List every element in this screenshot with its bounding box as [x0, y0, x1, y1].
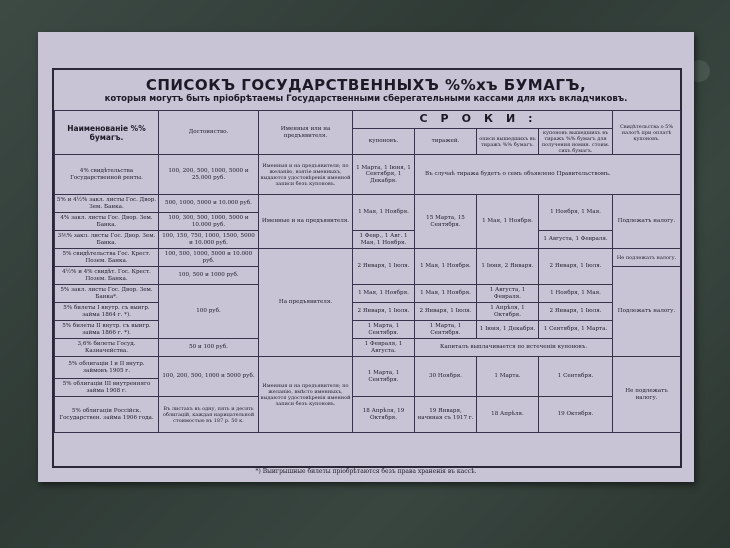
row-denomination: 50 и 100 руб.: [159, 339, 259, 357]
row-tax: Подлежатъ налогу.: [613, 195, 681, 249]
row-payout: 1 Ноября, 1 Мая.: [539, 195, 613, 231]
document-sheet: [38, 32, 694, 482]
row-form: На предъявителя.: [259, 249, 353, 357]
row-coupons: 1 Февраля, 1 Августа.: [353, 339, 415, 357]
row-lists: 1 Апрѣля, 1 Октября.: [477, 303, 539, 321]
row-lists: 1 Іюня, 1 Декабря.: [477, 321, 539, 339]
row-coupons: 2 Января, 1 Іюля.: [353, 249, 415, 285]
table-row: [55, 285, 681, 303]
row-name: 5% и 4½% закл. листы Гос. Двор. Зем. Банка.: [55, 195, 159, 213]
row-name: 3,6% билеты Госуд. Казначейства.: [55, 339, 159, 357]
header-sroki: СРОКИ:: [353, 111, 613, 129]
row-draws: 15 Марта, 15 Сентября.: [415, 195, 477, 249]
header-tax: Свидѣтельства о 5% налогѣ при оплатѣ купоновъ.: [613, 111, 681, 155]
row-name: 5% свидѣтельства Гос. Крест. Позем. Банка.: [55, 249, 159, 267]
row-form: Именныя и на предъявителя; по желанію, взятіе именныхъ, выдаются удостовѣренія именной записи безъ купоновъ.: [259, 155, 353, 195]
row-name: 5% закл. листы Гос. Двор. Зем. Банка*.: [55, 285, 159, 303]
document-subtitle: которыя могутъ быть пріобрѣтаемы Государственными сберегательными кассами для ихъ вкладчиковъ.: [104, 94, 628, 104]
row-denomination: 100, 150, 750, 1000, 1500, 5000 и 10.000 руб.: [159, 231, 259, 249]
row-coupons: 1 Мая, 1 Ноября.: [353, 195, 415, 231]
header-form: Именныя или на предъявителя.: [259, 111, 353, 155]
row-coupons: 1 Февр., 1 Авг. 1 Мая, 1 Ноября.: [353, 231, 415, 249]
row-draws: 1 Мая, 1 Ноября.: [415, 285, 477, 303]
row-payout: 1 Сентября.: [539, 357, 613, 397]
row-payout: 19 Октября.: [539, 397, 613, 433]
row-coupons: 1 Марта, 1 Іюня, 1 Сентября, 1 Декабря.: [353, 155, 415, 195]
row-denomination: 100, 500 и 1000 руб.: [159, 267, 259, 285]
row-payout: 1 Ноября, 1 Мая.: [539, 285, 613, 303]
row-denomination: 500, 1000, 5000 и 10.000 руб.: [159, 195, 259, 213]
row-tax: Не подлежатъ налогу.: [613, 249, 681, 267]
table-row: [55, 195, 681, 213]
row-coupons: 1 Марта, 1 Сентября.: [353, 357, 415, 397]
row-name: 4% закл. листы Гос. Двор. Зем. Банка.: [55, 213, 159, 231]
row-payout: 2 Января, 1 Іюля.: [539, 303, 613, 321]
row-name: 5% облигаціи III внутренняго займа 1908 г.: [55, 379, 159, 397]
table-row: [55, 155, 681, 195]
securities-table: [54, 110, 681, 433]
header-draws: тиражей.: [415, 129, 477, 155]
row-denomination: 100, 200, 500, 1000, 5000 и 25.000 руб.: [159, 155, 259, 195]
row-name: 3⅗% закл. листы Гос. Двор. Зем. Банка.: [55, 231, 159, 249]
footnote: *) Выигрышные билеты пріобрѣтаются безъ права храненія въ кассѣ.: [255, 468, 477, 475]
header-lists: описи вышедшихъ въ тиражъ %% бумагъ.: [477, 129, 539, 155]
row-denomination: 100, 300, 500, 1000, 5000 и 10.000 руб.: [159, 213, 259, 231]
row-name: 5% облигаціи Россійск. Государствен. займа 1906 года.: [55, 397, 159, 433]
row-lists: 18 Апрѣля.: [477, 397, 539, 433]
row-name: 5% билеты I внутр. съ выигр. займа 1864 г. *).: [55, 303, 159, 321]
table-row: [55, 303, 681, 321]
header-denomination: Достоинство.: [159, 111, 259, 155]
row-draws: 2 Января, 1 Іюля.: [415, 303, 477, 321]
table-row: [55, 231, 681, 249]
row-denomination: 100 руб.: [159, 285, 259, 339]
row-coupons: 1 Марта, 1 Сентября.: [353, 321, 415, 339]
row-payout: 2 Января, 1 Іюля.: [539, 249, 613, 285]
row-tax: Подлежатъ налогу.: [613, 267, 681, 357]
row-lists: 1 Іюня, 2 Января.: [477, 249, 539, 285]
row-draws: 30 Ноября.: [415, 357, 477, 397]
row-draws: 1 Марта, 1 Сентября.: [415, 321, 477, 339]
row-denomination: 100, 200, 500, 1000 и 5000 руб.: [159, 357, 259, 397]
row-name: 5% облигаціи I и II внутр. займовъ 1905 г.: [55, 357, 159, 379]
row-coupons: 2 Января, 1 Іюля.: [353, 303, 415, 321]
row-coupons: 18 Апрѣля, 19 Октября.: [353, 397, 415, 433]
row-name: 4½% и 4% свидѣт. Гос. Крест. Позем. Банка.: [55, 267, 159, 285]
row-form: Именныя и на предъявителя; по желанію, вмѣсто именныхъ, выдаются удостовѣренія именной записи безъ купоновъ.: [259, 357, 353, 433]
row-name: 4% свидѣтельства Государственной ренты.: [55, 155, 159, 195]
table-row: [55, 397, 681, 433]
table-row: [55, 357, 681, 379]
row-name: 5% билеты II внутр. съ выигр. займа 1866 г. *).: [55, 321, 159, 339]
row-denomination: Въ листахъ въ одну, пять и десять облигацій, каждая нарицательной стоимостью въ 187 р. 50 к.: [159, 397, 259, 433]
header-payout: купоновъ вышедшихъ въ тиражъ %% бумагъ для получения номин. стоим. сихъ бумагъ.: [539, 129, 613, 155]
row-draws: 19 Января, начиная съ 1917 г.: [415, 397, 477, 433]
row-lists: 1 Марта.: [477, 357, 539, 397]
header-name: Наименованіе %% бумагъ.: [55, 111, 159, 155]
table-row: [55, 249, 681, 267]
row-lists: 1 Августа, 1 Февраля.: [477, 285, 539, 303]
row-coupons: 1 Мая, 1 Ноября.: [353, 285, 415, 303]
row-tax: Не подлежатъ налогу.: [613, 357, 681, 433]
row-payout: 1 Августа, 1 Февраля.: [539, 231, 613, 249]
row-form: Именные и на предъявителя.: [259, 195, 353, 249]
row-draws: 1 Мая, 1 Ноября.: [415, 249, 477, 285]
row-payout: 1 Сентября, 1 Марта.: [539, 321, 613, 339]
table-row: [55, 339, 681, 357]
document-title: СПИСОКЪ ГОСУДАРСТВЕННЫХЪ %%хъ БУМАГЪ,: [145, 76, 587, 94]
row-lists: 1 Мая, 1 Ноября.: [477, 195, 539, 249]
table-row: [55, 321, 681, 339]
row-draws: Капиталъ выплачивается по истеченіи купоновъ.: [415, 339, 613, 357]
header-coupons: купоновъ.: [353, 129, 415, 155]
row-draws: Въ случаѣ тиража будетъ о семъ объявлено Правительствомъ.: [415, 155, 681, 195]
row-denomination: 100, 500, 1000, 5000 и 10.000 руб.: [159, 249, 259, 267]
